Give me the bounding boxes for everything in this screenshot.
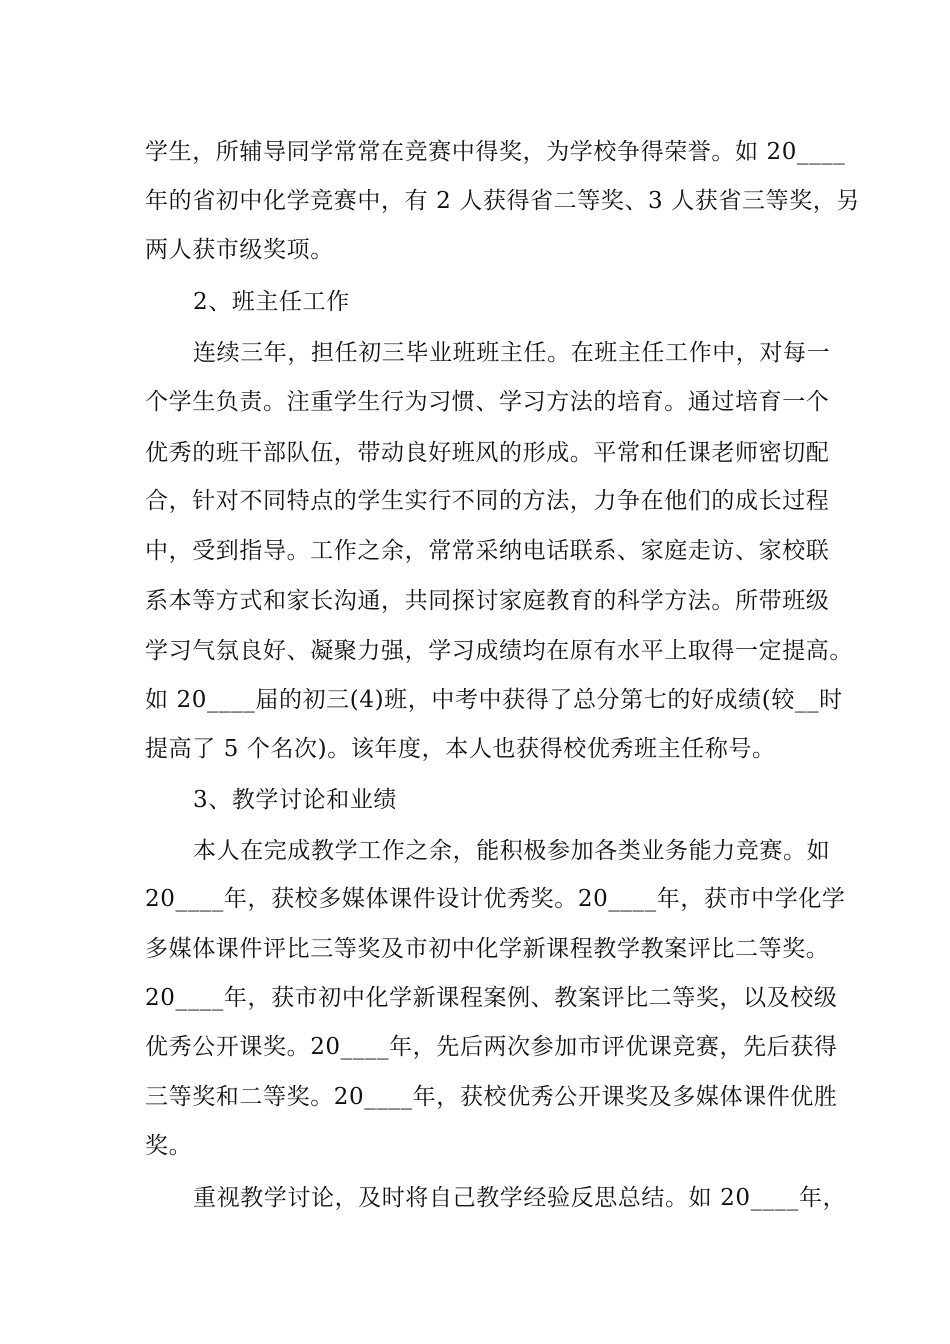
- paragraph-line: 三等奖和二等奖。20____年，获校优秀公开课奖及多媒体课件优胜: [145, 1084, 838, 1110]
- paragraph-line: 本人在完成教学工作之余，能积极参加各类业务能力竞赛。如: [193, 838, 831, 864]
- paragraph-line: 中，受到指导。工作之余，常常采纳电话联系、家庭走访、家校联: [145, 538, 830, 564]
- paragraph-line: 提高了 5 个名次)。该年度，本人也获得校优秀班主任称号。: [145, 736, 776, 762]
- paragraph-line: 多媒体课件评比三等奖及市初中化学新课程教学教案评比二等奖。: [145, 936, 830, 962]
- section-heading: 2、班主任工作: [193, 289, 350, 315]
- section-heading: 3、教学讨论和业绩: [193, 787, 398, 813]
- paragraph-line: 优秀公开课奖。20____年，先后两次参加市评优课竞赛，先后获得: [145, 1034, 838, 1060]
- paragraph-line: 个学生负责。注重学生行为习惯、学习方法的培育。通过培育一个: [145, 389, 830, 415]
- paragraph-line: 系本等方式和家长沟通，共同探讨家庭教育的科学方法。所带班级: [145, 588, 830, 614]
- paragraph-line: 20____年，获市初中化学新课程案例、教案评比二等奖，以及校级: [145, 985, 838, 1011]
- paragraph-line: 年的省初中化学竞赛中，有 2 人获得省二等奖、3 人获省三等奖，另: [145, 188, 860, 214]
- paragraph-line: 连续三年，担任初三毕业班班主任。在班主任工作中，对每一: [193, 340, 831, 366]
- paragraph-line: 如 20____届的初三(4)班，中考中获得了总分第七的好成绩(较__时: [145, 687, 843, 713]
- paragraph-line: 学习气氛良好、凝聚力强，学习成绩均在原有水平上取得一定提高。: [145, 638, 853, 664]
- paragraph-line: 奖。: [145, 1133, 193, 1159]
- paragraph-line: 两人获市级奖项。: [145, 237, 334, 263]
- paragraph-line: 学生，所辅导同学常常在竞赛中得奖，为学校争得荣誉。如 20____: [145, 139, 846, 165]
- paragraph-line: 优秀的班干部队伍，带动良好班风的形成。平常和任课老师密切配: [145, 440, 830, 466]
- paragraph-line: 重视教学讨论，及时将自己教学经验反思总结。如 20____年，: [193, 1185, 847, 1211]
- paragraph-line: 20____年，获校多媒体课件设计优秀奖。20____年，获市中学化学: [145, 886, 846, 912]
- paragraph-line: 合，针对不同特点的学生实行不同的方法，力争在他们的成长过程: [145, 488, 830, 514]
